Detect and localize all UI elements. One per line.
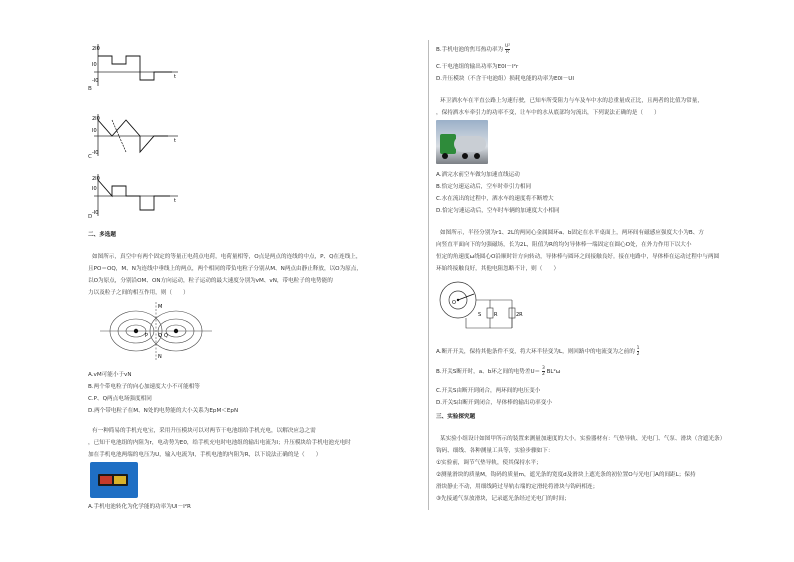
section-2-title: 二、多选题 [88, 232, 116, 238]
q-ring-option-c: C.开关S由断开到闭合，两环间的电压变小 [436, 388, 541, 394]
q-truck-line-1: 环卫洒水车在平直公路上匀速行驶，已知车所受阻力与车及车中水的总重量成正比，且两者的比值为常量， [440, 98, 703, 104]
svg-text:t: t [174, 74, 176, 80]
q-truck-option-c: C.水在流出的过程中，洒水车的速度将不断增大 [436, 196, 554, 202]
q-phone-option-c: C.干电池组的输出功率为E0I－I²r [436, 64, 519, 70]
svg-text:N: N [158, 354, 162, 360]
graph-c [92, 172, 182, 218]
graph-label-c: C [88, 154, 92, 160]
q-field-line-1: 如图所示，真空中有两个固定的等量正电荷点电荷，电荷量相等，O点是两点的连线的中点，P、Q在连线上， [92, 254, 362, 260]
q-phone-option-b-text: B.手机电池的焦耳热功率为 [436, 47, 504, 53]
q-ring-option-a-den: 2 [636, 352, 640, 357]
column-divider [428, 40, 429, 510]
svg-text:2R: 2R [516, 312, 523, 318]
svg-text:S: S [478, 312, 482, 318]
q-field-option-a: A.vM可能小于vN [88, 372, 132, 378]
q-phone-option-a: A.手机电池转化为化学能的功率为UI－I²R [88, 504, 191, 510]
q-truck-option-a: A.洒完水前空车做匀加速直线运动 [436, 172, 520, 178]
svg-text:M: M [158, 304, 163, 310]
q-exp-step-1: ①实验前，调节气垫导轨，使其保持水平； [436, 460, 542, 466]
q-ring-line-2: 向竖直平面向下的匀强磁场，长为2L，阻值为R的均匀导体棒一端固定在圆心O处，在外力作用下以大小 [436, 242, 692, 248]
q-exp-step-3: ③先接通气泵放滑块，记录遮光条经过光电门的时间； [436, 496, 570, 502]
svg-text:I0: I0 [92, 186, 97, 192]
q-field-line-4: 力以及粒子之间的相互作用，则（ ） [88, 290, 189, 296]
svg-text:t: t [174, 198, 176, 204]
graph-a [92, 42, 182, 88]
q-phone-option-d: D.升压模块（不含干电池组）损耗电能的功率为E0I－UI [436, 76, 575, 82]
q-truck-option-b: B.恰定匀速运动后，空车时牵引力相同 [436, 184, 532, 190]
q-phone-line-1: 有一种简易的手机充电宝，采用升压模块可以对两节干电池组给手机充电，以解决应急之需 [92, 428, 316, 434]
svg-text:-I0: -I0 [92, 210, 99, 216]
svg-text:O: O [452, 300, 456, 306]
q-ring-line-3: 恒定的角速度ω绕圆心O沿顺时针方向转动，导体棒与圆环之间接触良好。接在电路中，导体棒在运动过程中与两圆 [436, 254, 720, 260]
q-exp-line-1: 某实验小组设计如图甲所示的装置来测量加速度的大小。实验器材有：气垫导轨、光电门、气泵、滑块（含遮光条） [440, 436, 726, 442]
q-phone-line-3: 加在手机电池两端的电压为U，输入电流为I，手机电池的内阻为R，以下说法正确的是（ ） [88, 452, 322, 458]
q-field-option-d: D.两个带电粒子在M、N处的电势能的大小关系为EpM＜EpN [88, 408, 239, 414]
field-lines-figure [96, 300, 216, 362]
svg-text:t: t [174, 138, 176, 144]
q-field-option-c: C.P、Q两点电场强度相同 [88, 396, 152, 402]
svg-text:O: O [158, 333, 162, 339]
section-3-title: 三、实验探究题 [436, 414, 476, 420]
q-field-line-2: 且PO＝OQ，M、N为连线中垂线上的两点，两个相同的带负电粒子分别从M、N两点由静止释放，以O为原点， [88, 266, 362, 272]
svg-text:-I0: -I0 [92, 78, 99, 84]
q-truck-option-d: D.恰定匀速运动后，空车时车辆的加速度大小相同 [436, 208, 560, 214]
q-phone-line-2: ，已知干电池组的内阻为r，电动势为E0，给手机充电时电池组的输出电流为I；升压模块给手机电池充电时 [88, 440, 351, 446]
q-ring-option-b-num: 3 [541, 366, 545, 371]
q-exp-step-2b: 滑块静止不动，用细线跨过导轨右端的定滑轮将滑块与钩码相连； [436, 484, 599, 490]
q-phone-option-b-num: U² [504, 44, 511, 49]
svg-text:I0: I0 [92, 128, 97, 134]
q-phone-option-b-den: R [505, 50, 510, 55]
q-exp-line-2: 钩码、细线、各种测量工具等，实验步骤如下： [436, 448, 554, 454]
svg-text:2I0: 2I0 [92, 176, 100, 182]
q-ring-option-d: D.开关S由断开到闭合，导体棒的输出功率变小 [436, 400, 552, 406]
svg-text:Q: Q [164, 333, 168, 339]
q-ring-option-a [436, 346, 639, 357]
charger-photo [90, 462, 138, 498]
svg-text:R: R [494, 312, 498, 318]
graph-label-b: B [88, 86, 92, 92]
graph-label-d: D [88, 214, 93, 220]
q-ring-line-4: 环始终接触良好，其他电阻忽略不计，则（ ） [436, 266, 560, 272]
svg-text:2I0: 2I0 [92, 46, 100, 52]
q-ring-option-a-num: 1 [636, 346, 640, 351]
svg-text:I0: I0 [92, 62, 97, 68]
svg-text:P: P [145, 333, 149, 339]
q-ring-option-a-text: A.断开开关，保持其他条件不变，将大环半径变为L，则回路中的电流变为之前的 [436, 349, 635, 355]
svg-text:2I0: 2I0 [92, 116, 100, 122]
q-ring-option-b-expr: BL²ω [546, 369, 561, 375]
q-field-line-3: 以O为原点，分别沿OM、ON方向运动，粒子运动的最大速度分别为vM、vN，带电粒子的电势能的 [88, 278, 333, 284]
ring-circuit-figure [436, 276, 526, 336]
q-phone-option-b [436, 44, 510, 55]
truck-photo [436, 120, 488, 164]
q-ring-option-b-text: B.开关S断开时，a、b环之间的电势差U＝ [436, 369, 541, 375]
svg-text:-I0: -I0 [92, 150, 99, 156]
q-ring-option-b-den: 2 [541, 372, 545, 377]
q-exp-step-2: ②测量滑块的质量M，钩码的质量m，遮光条的宽度d及滑块上遮光条的初位置O与光电门A的间距L；保持 [436, 472, 696, 478]
q-ring-line-1: 如图所示，半径分别为r1、2L的两同心金属圆环a、b固定在水平桌面上，两环间有磁感应强度大小为B、方 [440, 230, 704, 236]
graph-b [92, 112, 182, 158]
q-field-option-b: B.两个带电粒子的向心加速度大小不可能相等 [88, 384, 200, 390]
q-ring-option-b [436, 366, 560, 377]
q-truck-line-2: ，保持洒水车牵引力的功率不变，让车中的水从底部均匀流出，下列说法正确的是（ ） [436, 110, 660, 116]
